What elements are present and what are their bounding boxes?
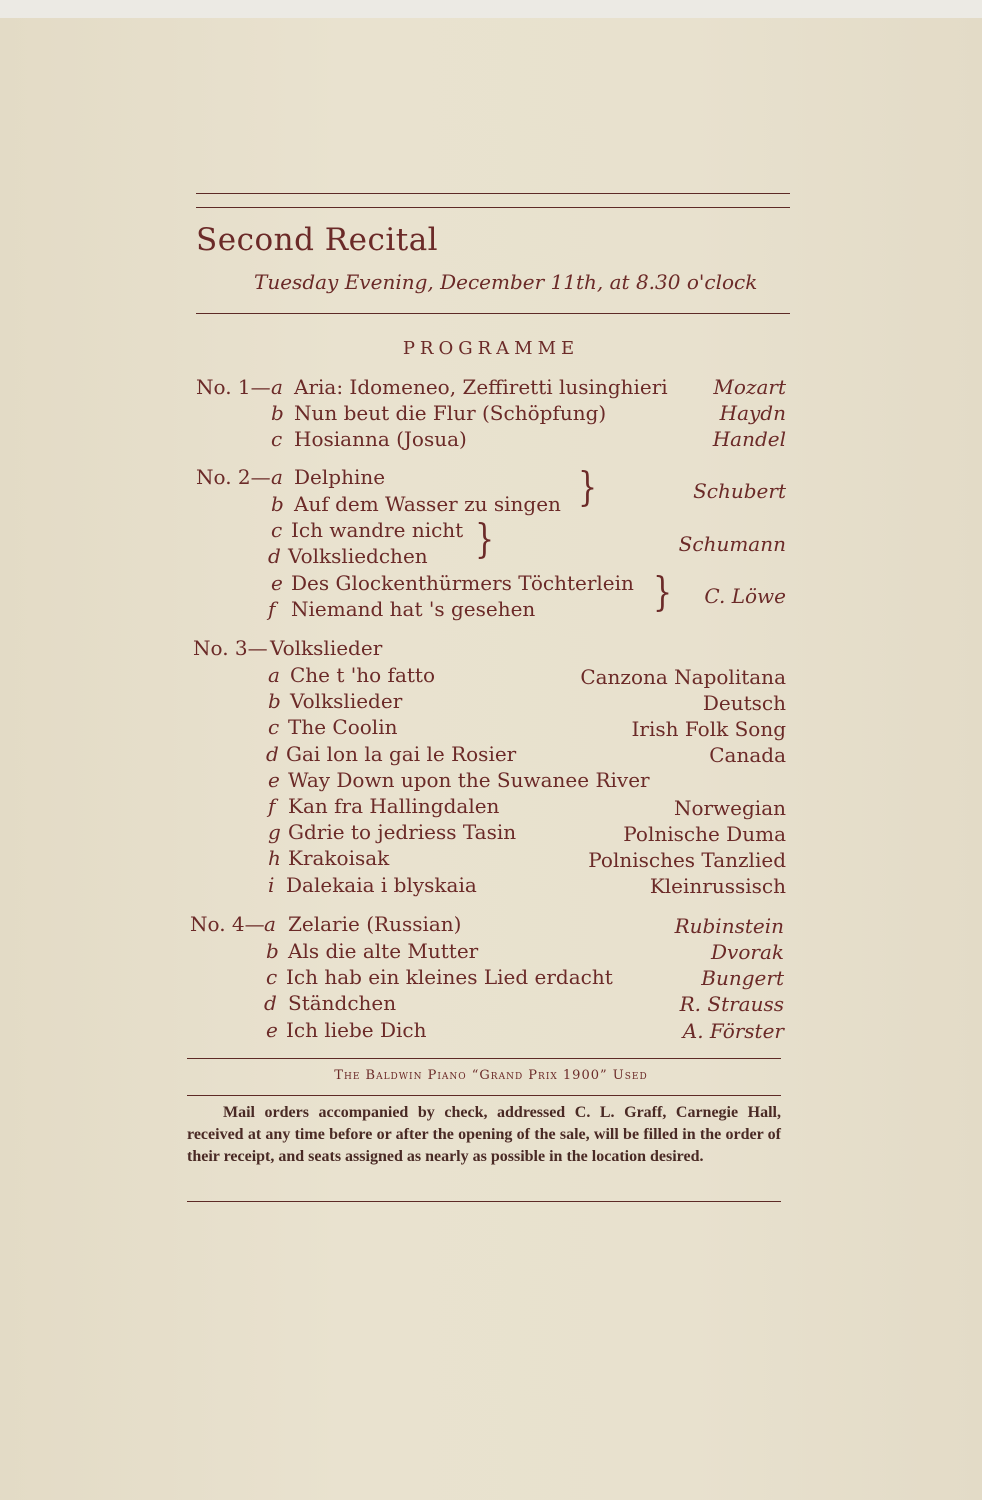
footer-rule-2 [187,1095,781,1096]
top-edge [0,0,982,18]
top-rule-2 [196,207,790,208]
origin: Norwegian [673,796,786,820]
group-number: No. 1— [196,375,271,399]
recital-date: Tuesday Evening, December 11th, at 8.30 o'clock [254,270,758,294]
composer: A. Förster [682,1019,784,1043]
footer-rule-3 [187,1201,781,1202]
group-number: No. 3— [193,636,268,660]
origin: Polnisches Tanzlied [588,848,786,872]
item-title: Way Down upon the Suwanee River [288,768,650,792]
composer: C. Löwe [704,584,786,608]
item-title: Nun beut die Flur (Schöpfung) [294,401,607,425]
item-letter: g [268,820,281,844]
item-title: Gdrie to jedriess Tasin [288,820,517,844]
item-letter: e [268,768,280,792]
item-title: Krakoisak [288,846,390,870]
origin: Canzona Napolitana [580,665,786,689]
item-letter: a [264,912,276,936]
title-rule [196,313,790,314]
item-title: Che t 'ho fatto [290,663,435,687]
item-letter: b [268,689,281,713]
item-title: Ich hab ein kleines Lied erdacht [286,965,613,989]
origin: Deutsch [702,691,786,715]
page-title: Second Recital [196,222,439,258]
item-letter: b [266,939,279,963]
item-title: Des Glockenthürmers Töchterlein [291,571,634,595]
composer: Schubert [693,479,786,503]
footer-rule-1 [187,1058,781,1059]
mail-orders-notice [187,1102,781,1168]
composer: Handel [712,427,786,451]
item-letter: a [271,465,283,489]
item-letter: a [268,663,280,687]
item-title: Auf dem Wasser zu singen [294,492,561,516]
top-rule-1 [196,193,790,194]
item-letter: c [271,518,283,542]
origin: Irish Folk Song [631,717,786,741]
item-letter: h [268,846,281,870]
item-title: Delphine [294,465,386,489]
item-letter: b [271,492,284,516]
item-letter: i [268,873,275,897]
item-title: Zelarie (Russian) [288,912,462,936]
item-letter: f [268,794,276,818]
item-letter: d [266,742,279,766]
origin: Canada [709,743,786,767]
item-letter: d [264,991,277,1015]
item-letter: f [268,597,276,621]
item-letter: a [271,375,283,399]
item-letter: c [268,715,280,739]
programme-heading: PROGRAMME [402,338,580,359]
composer: Mozart [713,375,786,399]
composer: Haydn [719,401,786,425]
item-title: Volkslieder [290,689,403,713]
item-title: Ich wandre nicht [291,518,464,542]
item-letter: c [271,427,283,451]
origin: Kleinrussisch [649,874,786,898]
item-title: Gai lon la gai le Rosier [286,742,517,766]
item-title: Niemand hat 's gesehen [291,597,536,621]
mail-orders-text: Mail orders accompanied by check, addressed C. L. Graff, Carnegie Hall, received at any time before or after the opening of the sale, will be filled in the order of their receipt, and seats assigned as nearly as possible in the location desired. [187,1104,781,1165]
item-title: Kan fra Hallingdalen [288,794,500,818]
group-number: No. 2— [196,465,271,489]
item-title: Dalekaia i blyskaia [286,873,477,897]
item-title: Ich liebe Dich [286,1018,427,1042]
item-title: Als die alte Mutter [288,939,479,963]
origin: Polnische Duma [623,822,786,846]
item-title: Aria: Idomeneo, Zeffiretti lusinghieri [294,375,668,399]
composer: R. Strauss [679,992,784,1016]
item-title: The Coolin [288,715,398,739]
item-letter: c [266,965,278,989]
composer: Dvorak [711,940,784,964]
item-title: Ständchen [288,991,397,1015]
item-letter: e [271,571,283,595]
group-heading: Volkslieder [270,636,383,660]
item-letter: b [271,401,284,425]
piano-note: The Baldwin Piano “Grand Prix 1900” Used [334,1068,648,1083]
item-letter: d [268,544,281,568]
composer: Schumann [678,532,786,556]
group-number: No. 4— [190,912,265,936]
item-title: Volksliedchen [288,544,428,568]
brace-schumann: } [475,515,495,564]
brace-schubert: } [578,463,598,512]
composer: Bungert [701,966,784,990]
item-letter: e [266,1018,278,1042]
brace-loewe: } [653,568,673,617]
composer: Rubinstein [674,914,784,938]
item-title: Hosianna (Josua) [294,427,467,451]
